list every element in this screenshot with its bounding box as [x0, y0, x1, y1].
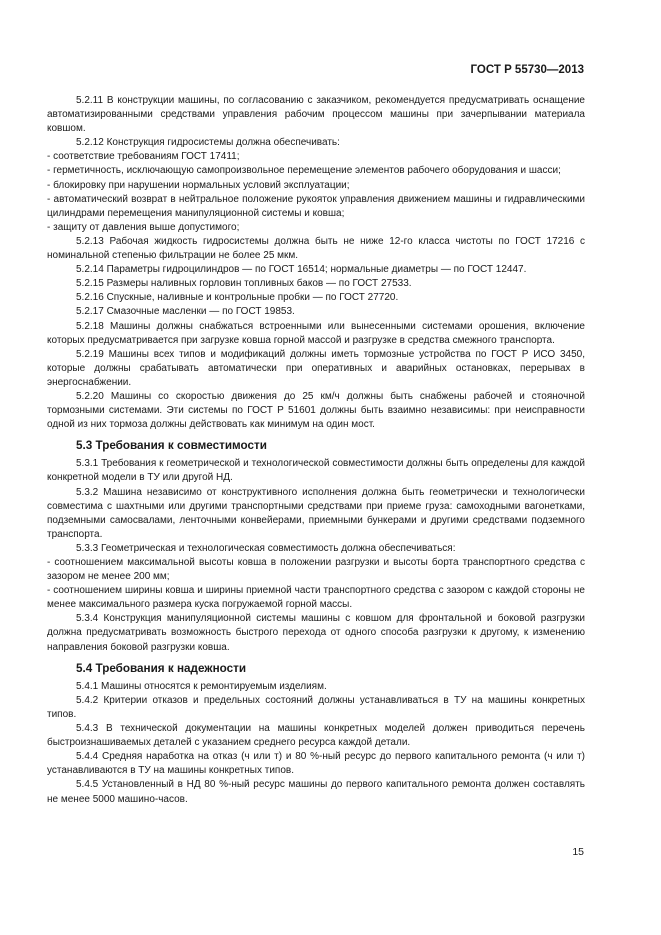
section-heading: 5.4 Требования к надежности	[76, 661, 247, 675]
paragraph: - герметичность, исключающую самопроизвольное перемещение элементов рабочего оборудования и шасси;	[47, 165, 561, 177]
page-number: 15	[572, 846, 584, 858]
paragraph: 5.4.4 Средняя наработка на отказ (ч или т) и 80 %-ный ресурс до первого капитального ремонта (ч или т) устанавливаются в ТУ на машины конкретных типов.	[47, 751, 585, 777]
paragraph: 5.2.19 Машины всех типов и модификаций должны иметь тормозные устройства по ГОСТ Р ИСО 3450, которые должны срабатывать автоматически при оперативных и аварийных остановках, перерывах в энергоснабжении.	[47, 348, 585, 388]
paragraph: 5.2.18 Машины должны снабжаться встроенными или вынесенными системами орошения, включение которых предусматривается при загрузке ковша горной массой и разгрузке в средства смежного транспорта.	[47, 320, 585, 346]
paragraph: 5.2.16 Спускные, наливные и контрольные пробки — по ГОСТ 27720.	[76, 292, 399, 304]
paragraph: 5.2.20 Машины со скоростью движения до 25 км/ч должны быть снабжены рабочей и стояночной тормозными системами. Эти системы по ГОСТ Р 51601 должны быть взаимно независимы: при неисправности одной из них тормоза должны действовать как минимум на один мост.	[47, 390, 585, 431]
paragraph: 5.4.3 В технической документации на машины конкретных моделей должен приводиться перечень быстроизнашиваемых деталей с указанием среднего ресурса каждой детали.	[47, 723, 585, 749]
section-heading: 5.3 Требования к совместимости	[76, 439, 267, 453]
paragraph: 5.2.14 Параметры гидроцилиндров — по ГОСТ 16514; нормальные диаметры — по ГОСТ 12447.	[76, 264, 527, 276]
paragraph: - автоматический возврат в нейтральное положение рукояток управления движением машины и гидравлическими цилиндрами перемещения манипуляционной системы и ковша;	[47, 193, 585, 219]
paragraph: 5.2.13 Рабочая жидкость гидросистемы должна быть не ниже 12-го класса чистоты по ГОСТ 17216 с номинальной степенью фильтрации не более 25 мкм.	[47, 235, 585, 262]
paragraph: 5.3.1 Требования к геометрической и технологической совместимости должны быть определены для каждой конкретной модели в ТУ или другой НД.	[47, 458, 585, 484]
paragraph: - соответствие требованиям ГОСТ 17411;	[47, 151, 240, 163]
document-body	[47, 94, 585, 807]
paragraph: 5.2.15 Размеры наливных горловин топливных баков — по ГОСТ 27533.	[76, 278, 412, 290]
paragraph: 5.2.12 Конструкция гидросистемы должна обеспечивать:	[76, 137, 340, 149]
paragraph: 5.3.3 Геометрическая и технологическая совместимость должна обеспечиваться:	[76, 542, 456, 554]
paragraph: 5.2.11 В конструкции машины, по согласованию с заказчиком, рекомендуется предусматривать оснащение автоматизированными средствами управления рабочим процессом машины при зачерпывании материала ковшом.	[47, 95, 585, 135]
paragraph: 5.3.2 Машина независимо от конструктивного исполнения должна быть геометрически и технологически совместима с шахтными или другими транспортными средствами при приеме груза: самоходными вагонетками, подземными самосвалами, ленточными конвейерами, приемными бункерами и другими средствами подземного транспорта.	[47, 486, 585, 540]
paragraph: - блокировку при нарушении нормальных условий эксплуатации;	[47, 179, 350, 191]
document-header: ГОСТ Р 55730—2013	[470, 64, 584, 76]
paragraph: - защиту от давления выше допустимого;	[47, 221, 240, 233]
paragraph: - соотношением максимальной высоты ковша в положении разгрузки и высоты борта транспортного средства с зазором не менее 200 мм;	[47, 557, 585, 583]
paragraph: 5.4.2 Критерии отказов и предельных состояний должны устанавливаться в ТУ на машины конкретных типов.	[47, 694, 585, 720]
paragraph: 5.4.1 Машины относятся к ремонтируемым изделиям.	[76, 680, 327, 692]
paragraph: - соотношением ширины ковша и ширины приемной части транспортного средства с зазором с каждой стороны не менее максимального размера куска погружаемой горной массы.	[47, 585, 585, 611]
paragraph: 5.3.4 Конструкция манипуляционной системы машины с ковшом для фронтальной и боковой разгрузки должна предусматривать возможность быстрого перехода от одного способа разгрузки к другому, к изменению направления боковой разгрузки ковша.	[47, 613, 585, 653]
paragraph: 5.4.5 Установленный в НД 80 %-ный ресурс машины до первого капитального ремонта должен составлять не менее 5000 машино-часов.	[47, 779, 585, 805]
paragraph: 5.2.17 Смазочные масленки — по ГОСТ 19853.	[76, 306, 295, 318]
